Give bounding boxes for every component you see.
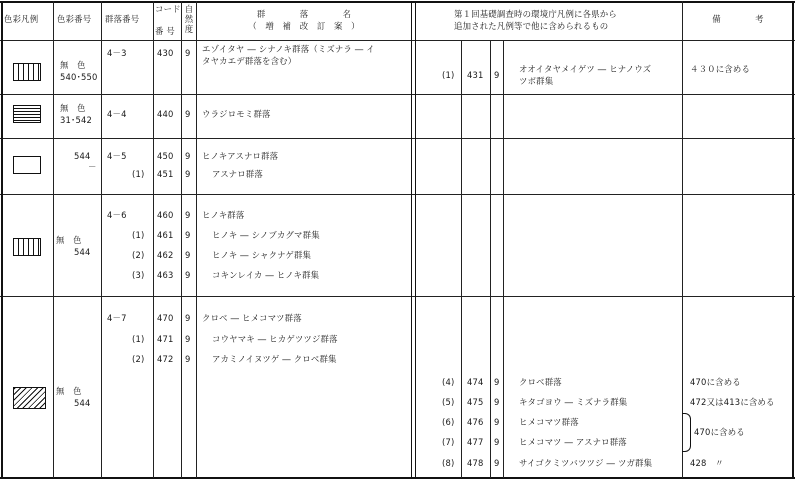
code-number: 430 — [157, 48, 174, 58]
merged-name-cont: ツボ群集 — [519, 76, 554, 86]
community-name: コキンレイカ ― ヒノキ群集 — [212, 270, 320, 280]
code-number: 461 — [157, 230, 174, 240]
color-label: 無 色 — [60, 103, 86, 113]
merged-code: 431 — [467, 70, 484, 80]
merged-index: (5) — [442, 397, 455, 407]
color-code: 544 — [74, 398, 91, 408]
code-number: 463 — [157, 270, 174, 280]
merged-code: 478 — [467, 458, 484, 468]
vertical-hatch-swatch — [13, 238, 41, 256]
column-divider — [153, 1, 154, 478]
naturalness-value: 9 — [185, 109, 191, 119]
merged-code: 477 — [467, 437, 484, 447]
community-number: 4－5 — [107, 151, 127, 161]
naturalness-value: 9 — [185, 250, 191, 260]
color-code: 540･550 — [60, 72, 98, 82]
diagonal-hatch-swatch — [13, 387, 46, 409]
color-code: 31･542 — [60, 115, 93, 125]
naturalness-value: 9 — [185, 169, 191, 179]
table-top-border — [0, 1, 795, 3]
remark: 470に含める — [690, 377, 741, 387]
merged-name: オオイタヤメイゲツ ― ヒナノウズ — [519, 64, 652, 74]
horizontal-lines-swatch — [13, 105, 41, 123]
column-divider — [503, 40, 504, 478]
merged-index: (6) — [442, 417, 455, 427]
header-community-no: 群落番号 — [105, 14, 140, 24]
community-name: ヒノキ ― シャクナゲ群集 — [212, 250, 312, 260]
merged-name: クロベ群落 — [519, 377, 562, 387]
header-code: コード — [155, 4, 181, 14]
community-number: 4－7 — [107, 313, 127, 323]
remark: 470に含める — [694, 427, 745, 437]
naturalness-value: 9 — [185, 48, 191, 58]
column-divider — [53, 1, 54, 478]
community-name: エゾイタヤ ― シナノキ群落（ミズナラ ― イ — [202, 44, 375, 54]
merged-naturalness: 9 — [494, 417, 500, 427]
merged-naturalness: 9 — [494, 437, 500, 447]
header-legend: 色彩凡例 — [4, 14, 39, 24]
color-label: 無 色 — [60, 60, 86, 70]
community-name: ウラジロモミ群落 — [202, 109, 271, 119]
merged-code: 476 — [467, 417, 484, 427]
column-divider — [682, 1, 683, 478]
merged-index: (7) — [442, 437, 455, 447]
code-number: 462 — [157, 250, 174, 260]
header-bottom-rule — [0, 40, 795, 41]
community-name: ヒノキ ― シノブカグマ群集 — [212, 230, 320, 240]
merged-name: ヒメコマツ ― アスナロ群落 — [519, 437, 627, 447]
header-remarks: 備 考 — [712, 14, 764, 24]
sub-index: (1) — [132, 334, 145, 344]
community-name: アカミノイヌツゲ ― クロベ群集 — [212, 354, 337, 364]
sub-index: (3) — [132, 270, 145, 280]
merged-naturalness: 9 — [494, 377, 500, 387]
header-other-included: 追加された凡例等で他に含められるもの — [454, 21, 609, 31]
sub-index: (2) — [132, 250, 145, 260]
column-divider — [101, 1, 102, 478]
header-code-no: 番 号 — [155, 26, 176, 36]
code-number: 440 — [157, 109, 174, 119]
community-number: 4－6 — [107, 210, 127, 220]
naturalness-value: 9 — [185, 334, 191, 344]
merged-index: (1) — [442, 70, 455, 80]
column-divider — [181, 1, 182, 478]
group-divider — [0, 138, 795, 139]
header-naturalness: 自然度 — [184, 4, 194, 34]
remark: 428 〃 — [690, 458, 724, 468]
header-revision: （ 増 補 改 訂 案 ） — [248, 21, 360, 31]
vertical-hatch-swatch — [13, 63, 41, 81]
table-left-border — [1, 1, 3, 478]
merged-name: ヒメコマツ群落 — [519, 417, 579, 427]
table-right-border — [792, 1, 794, 478]
community-name: コウヤマキ ― ヒカゲツツジ群落 — [212, 334, 338, 344]
naturalness-value: 9 — [185, 210, 191, 220]
merged-naturalness: 9 — [494, 458, 500, 468]
merged-name: サイゴクミツバツツジ ― ツガ群集 — [519, 458, 653, 468]
remark: 472又は413に含める — [690, 397, 775, 407]
color-label: 無 色 — [56, 386, 82, 396]
color-code: 544 — [74, 247, 91, 257]
sub-index: (2) — [132, 354, 145, 364]
community-number: 4－3 — [107, 48, 127, 58]
code-number: 451 — [157, 169, 174, 179]
group-divider — [0, 194, 795, 195]
color-label: － — [88, 162, 97, 172]
color-label: 無 色 — [56, 235, 82, 245]
column-divider — [461, 40, 462, 478]
section-divider — [411, 1, 416, 478]
sub-index: (1) — [132, 230, 145, 240]
header-first-survey: 第１回基礎調査時の環境庁凡例に各県から — [454, 9, 617, 19]
code-number: 470 — [157, 313, 174, 323]
table-bottom-border — [0, 477, 795, 479]
code-number: 460 — [157, 210, 174, 220]
code-number: 472 — [157, 354, 174, 364]
remark-brace — [682, 413, 691, 452]
merged-code: 474 — [467, 377, 484, 387]
community-name: ヒノキ群落 — [202, 210, 245, 220]
column-divider — [490, 40, 491, 478]
merged-name: キタゴヨウ ― ミズナラ群集 — [519, 397, 628, 407]
naturalness-value: 9 — [185, 354, 191, 364]
naturalness-value: 9 — [185, 270, 191, 280]
community-name: アスナロ群落 — [212, 169, 263, 179]
naturalness-value: 9 — [185, 230, 191, 240]
community-name-cont: タヤカエデ群落を含む） — [202, 56, 297, 66]
merged-naturalness: 9 — [494, 70, 500, 80]
group-divider — [0, 94, 795, 95]
header-community-name: 群 落 名 — [256, 9, 352, 19]
merged-index: (4) — [442, 377, 455, 387]
merged-code: 475 — [467, 397, 484, 407]
header-color-no: 色彩番号 — [57, 14, 92, 24]
merged-index: (8) — [442, 458, 455, 468]
naturalness-value: 9 — [185, 151, 191, 161]
color-code: 544 — [74, 151, 91, 161]
group-divider — [0, 296, 795, 297]
community-name: クロベ ― ヒメコマツ群落 — [202, 313, 302, 323]
naturalness-value: 9 — [185, 313, 191, 323]
sub-index: (1) — [132, 169, 145, 179]
blank-swatch — [13, 156, 41, 174]
community-name: ヒノキアスナロ群落 — [202, 151, 279, 161]
remark: ４３０に含める — [690, 64, 751, 74]
column-divider — [196, 1, 197, 478]
merged-naturalness: 9 — [494, 397, 500, 407]
community-number: 4－4 — [107, 109, 127, 119]
code-number: 450 — [157, 151, 174, 161]
code-number: 471 — [157, 334, 174, 344]
